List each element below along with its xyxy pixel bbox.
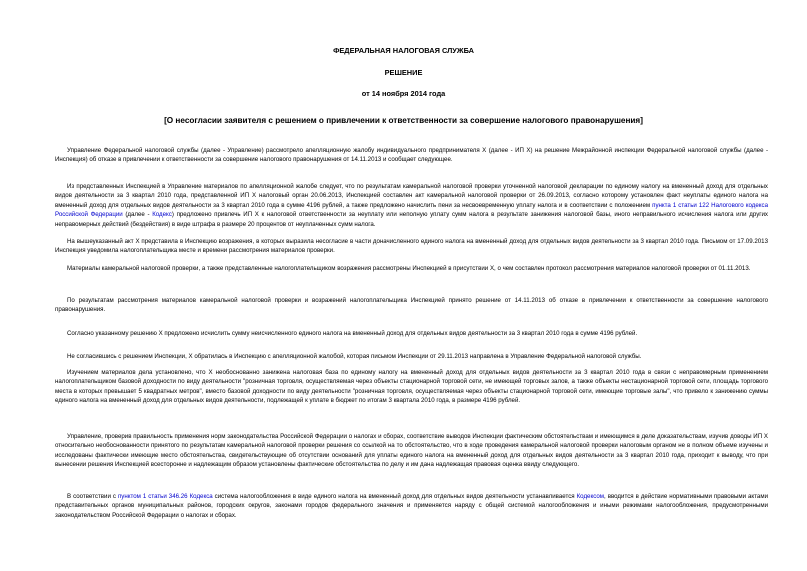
paragraph-text: Из представленных Инспекцией в Управление материалов по апелляционной жалобе следует, что по результатам камеральной налоговой проверки уточненной налоговой декларации по единому налогу на вмененный доход для отдельных видов деятельности за 3 квартал 2010 года, представленной ИП Х налоговый орган 20.06.2013, Инспекцией составлен акт камеральной налоговой проверки от 26.09.2013, согласно которому установлен факт неуплаты единого налога на вмененный доход для отдельных видов деятельности за 3 квартал 2010 года в сумме 4196 рублей, а также предложено начислить пени за несвоевременную уплату налога и в соответствии с положением [55, 183, 768, 209]
document-type: РЕШЕНИЕ [384, 68, 423, 77]
paragraph-conclusion: Управление, проверив правильность применения норм законодательства Российской Федерации о налогах и сборах, соответствие выводов Инспекции фактическим обстоятельствам и имеющимся в деле доказательствам, изучив доводы ИП Х относительно необоснованности принятого по результатам камеральной налоговой проверки решения со ссылкой на то обстоятельство, что в ходе проведения камеральной налоговой проверки налоговым органом не в полном объеме изучены и исследованы фактически имеющие место обстоятельства, свидетельствующие об отсутствии оснований для уплаты единого налога на вмененный доход для отдельных видов деятельности за 3 квартал 2010 года, приходит к выводу, что при вынесении решения Инспекцией всесторонне и надлежащим образом установлены фактические обстоятельства по делу и им дана надлежащая правовая оценка ввиду следующего. [55, 433, 768, 469]
code-link[interactable]: Кодекс [152, 211, 172, 219]
document-date: от 14 ноября 2014 года [361, 89, 446, 98]
paragraph-text: система налогообложения в виде единого налога на вмененный доход для отдельных видов деятельности устанавливается [212, 493, 577, 500]
paragraph-appeal: Не согласившись с решением Инспекции, Х обратилась в Инспекцию с апелляционной жалобой, которая письмом Инспекции от 29.11.2013 направлена в Управление Федеральной налоговой службы. [67, 353, 642, 360]
paragraph-text: , вводится в действие нормативными правовыми актами представительных органов муниципальных районов, городских округов, законами городов федерального значения и применяется наряду с общей системой налогообложения и иными режимами налогообложения, предусмотренными законодательством Российской Федерации о налогах и сборах. [55, 493, 768, 519]
document-subject: [О несогласии заявителя с решением о привлечении к ответственности за совершение налогового правонарушения] [164, 116, 643, 125]
paragraph-text: В соответствии с [67, 493, 118, 500]
paragraph-legal-basis [55, 492, 768, 520]
paragraph-materials [55, 182, 768, 229]
paragraph-text: ) предложено привлечь ИП Х к налоговой ответственности за неуплату или неполную уплату сумм налога в результате занижения налоговой базы, иного неправильного исчисления налога или других неправомерных действий (бездействия) в виде штрафа в размере 20 процентов от неуплаченных сумм налога. [55, 211, 768, 228]
law-link[interactable]: пункта 1 статьи 122 Налогового кодекса Российской Федерации [55, 201, 768, 219]
organization-title: ФЕДЕРАЛЬНАЯ НАЛОГОВАЯ СЛУЖБА [333, 46, 474, 55]
paragraph-findings: Изучением материалов дела установлено, что Х необоснованно занижена налоговая база по единому налогу на вмененный доход для отдельных видов деятельности за 3 квартал 2010 года в связи с неправомерным применением налогоплательщиком базовой доходности по виду деятельности "розничная торговля, осуществляемая через объекты стационарной торговой сети, не имеющей торговых залов, а также объекты нестационарной торговой сети, площадь торгового места в которых превышает 5 квадратных метров", вместо базовой доходности по виду деятельности "розничная торговля, осуществляемая через объекты стационарной торговой сети, имеющие торговые залы", что привело к занижению суммы единого налога на вмененный доход для отдельных видов деятельности, подлежащей к уплате в бюджет по итогам 3 квартала 2010 года, в размере 4196 рублей. [55, 369, 768, 405]
article-link[interactable]: пунктом 1 статьи 346.26 Кодекса [117, 493, 213, 500]
paragraph-objections: На вышеуказанный акт Х представила в Инспекцию возражения, в которых выразила несогласие в части доначисленного единого налога на вмененный доход для отдельных видов деятельности за 3 квартал 2010 года. Письмом от 17.09.2013 Инспекция уведомила налогоплательщика месте и времени рассмотрения материалов проверки. [55, 238, 768, 255]
code-link[interactable]: Кодексом [576, 493, 604, 500]
paragraph-text: (далее - [122, 211, 153, 219]
paragraph-review: Материалы камеральной налоговой проверки, а также представленные налогоплательщиком возражения рассмотрены Инспекцией в присутствии Х, о чем составлен протокол рассмотрения материалов налоговой проверки от 01.11.2013. [67, 265, 751, 272]
paragraph-proposal: Согласно указанному решению Х предложено исчислить сумму неисчисленного единого налога на вмененный доход для отдельных видов деятельности за 3 квартал 2010 года в сумме 4196 рублей. [67, 330, 638, 337]
paragraph-decision: По результатам рассмотрения материалов камеральной налоговой проверки и возражений налогоплательщика Инспекцией принято решение от 14.11.2013 об отказе в привлечении к ответственности за совершение налогового правонарушения. [55, 297, 768, 314]
paragraph-intro: Управление Федеральной налоговой службы (далее - Управление) рассмотрело апелляционную жалобу индивидуального предпринимателя Х (далее - ИП Х) на решение Межрайонной инспекции Федеральной налоговой службы (далее - Инспекция) об отказе в привлечении к ответственности за совершение налогового правонарушения от 14.11.2013 и сообщает следующее. [55, 147, 768, 164]
